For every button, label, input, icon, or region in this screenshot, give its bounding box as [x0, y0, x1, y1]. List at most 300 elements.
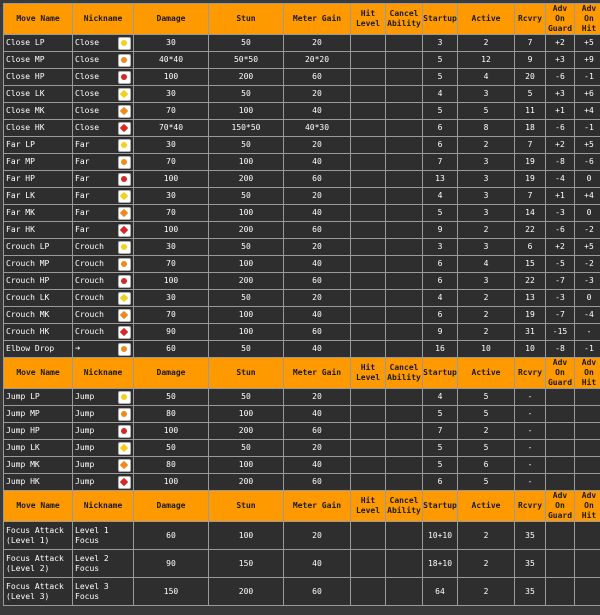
move-name: Jump LP	[4, 389, 72, 405]
table-row	[4, 171, 600, 187]
stun-value: 50	[209, 35, 283, 51]
damage-value: 40*40	[134, 52, 208, 68]
stun-value: 50	[209, 188, 283, 204]
move-name: Far LP	[4, 137, 72, 153]
heavy-kick-icon	[118, 122, 131, 135]
table-row	[4, 256, 600, 272]
damage-value: 100	[134, 474, 208, 490]
meter-gain-value: 40	[284, 406, 350, 422]
hit-level-value	[351, 35, 385, 51]
table-row	[4, 86, 600, 102]
heavy-punch-icon	[118, 173, 131, 186]
damage-value: 30	[134, 188, 208, 204]
table-row	[4, 69, 600, 85]
nickname-cell	[73, 406, 133, 422]
header-nickname: Nickname	[73, 4, 133, 34]
adv-on-hit-value: 0	[575, 205, 600, 221]
header-active: Active	[458, 358, 514, 388]
table-row	[4, 423, 600, 439]
nickname-cell	[73, 35, 133, 51]
header-startup: Startup	[423, 358, 457, 388]
medium-punch-icon	[118, 343, 131, 356]
header-adv-on-hit: Adv On Hit	[575, 491, 600, 521]
adv-on-hit-value: +5	[575, 137, 600, 153]
nickname-cell	[73, 205, 133, 221]
startup-value: 7	[423, 423, 457, 439]
adv-on-hit-value: +9	[575, 52, 600, 68]
startup-value: 5	[423, 457, 457, 473]
header-adv-on-guard: Adv On Guard	[547, 4, 573, 33]
adv-on-guard-value: -15	[546, 324, 574, 340]
nickname-label: Jump	[75, 392, 95, 401]
cancel-ability-value	[386, 550, 422, 577]
damage-value: 80	[134, 406, 208, 422]
adv-on-hit-value: -4	[575, 307, 600, 323]
damage-value: 100	[134, 69, 208, 85]
stun-value: 50	[209, 239, 283, 255]
nickname-label: Crouch	[75, 293, 104, 302]
startup-value: 6	[423, 474, 457, 490]
table-row	[4, 324, 600, 340]
recovery-value: -	[515, 457, 545, 473]
adv-on-guard-value: -6	[546, 69, 574, 85]
adv-on-hit-value: +5	[575, 239, 600, 255]
cancel-ability-value	[386, 256, 422, 272]
meter-gain-value: 60	[284, 273, 350, 289]
meter-gain-value: 40	[284, 154, 350, 170]
header-hit-level: Hit Level	[351, 358, 385, 388]
hit-level-value	[351, 578, 385, 605]
adv-on-hit-value: 0	[575, 171, 600, 187]
damage-value: 30	[134, 86, 208, 102]
damage-value: 150	[134, 578, 208, 605]
active-value: 5	[458, 474, 514, 490]
damage-value: 50	[134, 440, 208, 456]
meter-gain-value: 40	[284, 457, 350, 473]
active-value: 2	[458, 35, 514, 51]
cancel-ability-value	[386, 205, 422, 221]
nickname-cell	[73, 69, 133, 85]
recovery-value: -	[515, 389, 545, 405]
damage-value: 90	[134, 324, 208, 340]
move-name: Jump HK	[4, 474, 72, 490]
adv-on-hit-value: -1	[575, 341, 600, 357]
header-row	[4, 491, 600, 521]
header-stun: Stun	[209, 4, 283, 34]
header-rcvry: Rcvry	[515, 491, 545, 521]
nickname-label: Close	[75, 106, 100, 115]
header-active: Active	[458, 491, 514, 521]
recovery-value: 31	[515, 324, 545, 340]
adv-on-hit-value: 0	[575, 290, 600, 306]
adv-on-guard-value: -3	[546, 205, 574, 221]
hit-level-value	[351, 239, 385, 255]
stun-value: 200	[209, 69, 283, 85]
active-value: 3	[458, 86, 514, 102]
active-value: 4	[458, 256, 514, 272]
table-row	[4, 440, 600, 456]
adv-on-hit-value	[575, 423, 600, 439]
nickname-cell: Level 2 Focus	[73, 550, 133, 577]
adv-on-guard-value: -8	[546, 341, 574, 357]
nickname-label: Crouch	[75, 242, 104, 251]
heavy-kick-icon	[118, 476, 131, 489]
nickname-cell	[73, 307, 133, 323]
nickname-cell	[73, 171, 133, 187]
cancel-ability-value	[386, 522, 422, 549]
move-name: Far HK	[4, 222, 72, 238]
damage-value: 50	[134, 389, 208, 405]
table-row	[4, 120, 600, 136]
damage-value: 90	[134, 550, 208, 577]
header-rcvry: Rcvry	[515, 358, 545, 388]
header-meter-gain: Meter Gain	[284, 358, 350, 388]
table-row	[4, 239, 600, 255]
adv-on-hit-value	[575, 522, 600, 549]
nickname-cell	[73, 239, 133, 255]
meter-gain-value: 40*30	[284, 120, 350, 136]
light-punch-icon	[118, 241, 131, 254]
header-move-name: Move Name	[4, 358, 72, 388]
recovery-value: 14	[515, 205, 545, 221]
startup-value: 10+10	[423, 522, 457, 549]
nickname-cell	[73, 457, 133, 473]
hit-level-value	[351, 171, 385, 187]
cancel-ability-value	[386, 273, 422, 289]
damage-value: 60	[134, 522, 208, 549]
stun-value: 200	[209, 423, 283, 439]
header-adv-on-guard: Adv On Guard	[547, 358, 573, 387]
startup-value: 13	[423, 171, 457, 187]
table-row	[4, 154, 600, 170]
move-name: Far MP	[4, 154, 72, 170]
nickname-label: Close	[75, 55, 100, 64]
nickname-label: Far	[75, 225, 90, 234]
nickname-cell	[73, 474, 133, 490]
startup-value: 5	[423, 406, 457, 422]
startup-value: 18+10	[423, 550, 457, 577]
hit-level-value	[351, 290, 385, 306]
hit-level-value	[351, 205, 385, 221]
startup-value: 6	[423, 256, 457, 272]
stun-value: 50	[209, 440, 283, 456]
adv-on-guard-value	[546, 406, 574, 422]
recovery-value: -	[515, 440, 545, 456]
heavy-punch-icon	[118, 71, 131, 84]
meter-gain-value: 60	[284, 474, 350, 490]
nickname-label: Far	[75, 174, 90, 183]
startup-value: 6	[423, 307, 457, 323]
stun-value: 150*50	[209, 120, 283, 136]
nickname-cell	[73, 256, 133, 272]
meter-gain-value: 60	[284, 222, 350, 238]
stun-value: 100	[209, 256, 283, 272]
cancel-ability-value	[386, 52, 422, 68]
heavy-punch-icon	[118, 425, 131, 438]
startup-value: 7	[423, 154, 457, 170]
cancel-ability-value	[386, 341, 422, 357]
nickname-label: Jump	[75, 460, 95, 469]
move-name: Focus Attack (Level 1)	[4, 522, 72, 549]
header-row	[4, 4, 600, 34]
hit-level-value	[351, 406, 385, 422]
move-name: Jump LK	[4, 440, 72, 456]
recovery-value: 11	[515, 103, 545, 119]
adv-on-guard-value: +2	[546, 137, 574, 153]
startup-value: 6	[423, 137, 457, 153]
adv-on-guard-value	[546, 423, 574, 439]
table-row	[4, 522, 600, 549]
move-name: Far HP	[4, 171, 72, 187]
nickname-cell	[73, 324, 133, 340]
move-name: Close LK	[4, 86, 72, 102]
recovery-value: 10	[515, 341, 545, 357]
recovery-value: 19	[515, 307, 545, 323]
meter-gain-value: 20	[284, 86, 350, 102]
cancel-ability-value	[386, 222, 422, 238]
move-name: Crouch MP	[4, 256, 72, 272]
light-punch-icon	[118, 139, 131, 152]
cancel-ability-value	[386, 423, 422, 439]
recovery-value: 35	[515, 522, 545, 549]
table-row	[4, 103, 600, 119]
damage-value: 70	[134, 205, 208, 221]
header-cancel-ability: Cancel Ability	[386, 491, 422, 521]
meter-gain-value: 40	[284, 307, 350, 323]
cancel-ability-value	[386, 307, 422, 323]
damage-value: 70	[134, 256, 208, 272]
cancel-ability-value	[386, 457, 422, 473]
active-value: 3	[458, 273, 514, 289]
move-name: Focus Attack (Level 2)	[4, 550, 72, 577]
adv-on-hit-value: -2	[575, 222, 600, 238]
table-row	[4, 188, 600, 204]
hit-level-value	[351, 550, 385, 577]
adv-on-guard-value	[546, 457, 574, 473]
damage-value: 100	[134, 273, 208, 289]
stun-value: 50	[209, 290, 283, 306]
cancel-ability-value	[386, 239, 422, 255]
cancel-ability-value	[386, 440, 422, 456]
medium-kick-icon	[118, 459, 131, 472]
cancel-ability-value	[386, 188, 422, 204]
header-cancel-ability: Cancel Ability	[386, 358, 422, 388]
adv-on-guard-value	[546, 522, 574, 549]
move-name: Close HK	[4, 120, 72, 136]
startup-value: 16	[423, 341, 457, 357]
nickname-label: Jump	[75, 426, 95, 435]
recovery-value: -	[515, 423, 545, 439]
table-row	[4, 273, 600, 289]
active-value: 2	[458, 222, 514, 238]
cancel-ability-value	[386, 324, 422, 340]
header-meter-gain: Meter Gain	[284, 491, 350, 521]
damage-value: 70	[134, 154, 208, 170]
frame-data-table	[3, 3, 600, 606]
active-value: 2	[458, 522, 514, 549]
active-value: 2	[458, 324, 514, 340]
stun-value: 50*50	[209, 52, 283, 68]
meter-gain-value: 20	[284, 188, 350, 204]
meter-gain-value: 60	[284, 171, 350, 187]
move-name: Close MK	[4, 103, 72, 119]
hit-level-value	[351, 69, 385, 85]
nickname-label: Jump	[75, 409, 95, 418]
damage-value: 60	[134, 341, 208, 357]
nickname-cell: Level 3 Focus	[73, 578, 133, 605]
stun-value: 200	[209, 474, 283, 490]
stun-value: 200	[209, 273, 283, 289]
recovery-value: 9	[515, 52, 545, 68]
move-name: Far LK	[4, 188, 72, 204]
hit-level-value	[351, 324, 385, 340]
stun-value: 150	[209, 550, 283, 577]
damage-value: 30	[134, 239, 208, 255]
stun-value: 50	[209, 389, 283, 405]
meter-gain-value: 60	[284, 69, 350, 85]
recovery-value: 7	[515, 35, 545, 51]
hit-level-value	[351, 222, 385, 238]
nickname-cell	[73, 52, 133, 68]
header-row	[4, 358, 600, 388]
adv-on-guard-value: -3	[546, 290, 574, 306]
hit-level-value	[351, 154, 385, 170]
hit-level-value	[351, 474, 385, 490]
nickname-cell	[73, 103, 133, 119]
adv-on-guard-value	[546, 474, 574, 490]
adv-on-hit-value	[575, 440, 600, 456]
stun-value: 100	[209, 457, 283, 473]
adv-on-hit-value: -3	[575, 273, 600, 289]
table-row	[4, 307, 600, 323]
header-move-name: Move Name	[4, 4, 72, 34]
header-adv-on-hit: Adv On Hit	[575, 358, 600, 388]
cancel-ability-value	[386, 389, 422, 405]
recovery-value: 35	[515, 550, 545, 577]
recovery-value: 18	[515, 120, 545, 136]
nickname-cell	[73, 120, 133, 136]
adv-on-guard-value: -5	[546, 256, 574, 272]
adv-on-hit-value	[575, 406, 600, 422]
adv-on-guard-value: +1	[546, 188, 574, 204]
active-value: 5	[458, 440, 514, 456]
active-value: 2	[458, 307, 514, 323]
active-value: 3	[458, 205, 514, 221]
recovery-value: -	[515, 474, 545, 490]
nickname-cell: Level 1 Focus	[73, 522, 133, 549]
adv-on-hit-value: -1	[575, 69, 600, 85]
nickname-cell	[73, 341, 133, 357]
table-row	[4, 222, 600, 238]
cancel-ability-value	[386, 290, 422, 306]
header-rcvry: Rcvry	[515, 4, 545, 34]
header-hit-level: Hit Level	[351, 491, 385, 521]
stun-value: 200	[209, 222, 283, 238]
startup-value: 4	[423, 290, 457, 306]
move-name: Elbow Drop	[4, 341, 72, 357]
startup-value: 9	[423, 324, 457, 340]
nickname-label: Crouch	[75, 276, 104, 285]
move-name: Focus Attack (Level 3)	[4, 578, 72, 605]
header-startup: Startup	[423, 491, 457, 521]
adv-on-guard-value: -8	[546, 154, 574, 170]
cancel-ability-value	[386, 578, 422, 605]
adv-on-hit-value	[575, 474, 600, 490]
nickname-cell	[73, 389, 133, 405]
table-row	[4, 290, 600, 306]
header-hit-level: Hit Level	[351, 4, 385, 34]
active-value: 2	[458, 137, 514, 153]
adv-on-guard-value	[546, 578, 574, 605]
meter-gain-value: 20*20	[284, 52, 350, 68]
header-move-name: Move Name	[4, 491, 72, 521]
startup-value: 6	[423, 120, 457, 136]
startup-value: 5	[423, 52, 457, 68]
medium-punch-icon	[118, 54, 131, 67]
light-kick-icon	[118, 292, 131, 305]
adv-on-guard-value	[546, 440, 574, 456]
heavy-kick-icon	[118, 326, 131, 339]
medium-kick-icon	[118, 207, 131, 220]
startup-value: 4	[423, 188, 457, 204]
header-damage: Damage	[134, 491, 208, 521]
move-name: Close MP	[4, 52, 72, 68]
cancel-ability-value	[386, 474, 422, 490]
header-damage: Damage	[134, 358, 208, 388]
adv-on-guard-value: +2	[546, 35, 574, 51]
nickname-label: Far	[75, 157, 90, 166]
cancel-ability-value	[386, 154, 422, 170]
adv-on-guard-value: -4	[546, 171, 574, 187]
adv-on-guard-value: +1	[546, 103, 574, 119]
meter-gain-value: 20	[284, 389, 350, 405]
hit-level-value	[351, 273, 385, 289]
move-name: Crouch HP	[4, 273, 72, 289]
damage-value: 70	[134, 307, 208, 323]
active-value: 2	[458, 423, 514, 439]
table-row	[4, 137, 600, 153]
hit-level-value	[351, 457, 385, 473]
startup-value: 64	[423, 578, 457, 605]
active-value: 5	[458, 103, 514, 119]
cancel-ability-value	[386, 103, 422, 119]
adv-on-guard-value: -6	[546, 120, 574, 136]
table-body	[4, 4, 600, 605]
adv-on-hit-value	[575, 578, 600, 605]
active-value: 6	[458, 457, 514, 473]
meter-gain-value: 20	[284, 440, 350, 456]
medium-punch-icon	[118, 258, 131, 271]
startup-value: 5	[423, 69, 457, 85]
recovery-value: 22	[515, 222, 545, 238]
heavy-kick-icon	[118, 224, 131, 237]
table-row	[4, 406, 600, 422]
active-value: 12	[458, 52, 514, 68]
stun-value: 100	[209, 307, 283, 323]
heavy-punch-icon	[118, 275, 131, 288]
light-kick-icon	[118, 190, 131, 203]
medium-kick-icon	[118, 105, 131, 118]
table-row	[4, 52, 600, 68]
stun-value: 100	[209, 324, 283, 340]
table-row	[4, 389, 600, 405]
cancel-ability-value	[386, 171, 422, 187]
header-startup: Startup	[423, 4, 457, 34]
meter-gain-value: 40	[284, 550, 350, 577]
active-value: 2	[458, 578, 514, 605]
damage-value: 30	[134, 35, 208, 51]
recovery-value: 22	[515, 273, 545, 289]
